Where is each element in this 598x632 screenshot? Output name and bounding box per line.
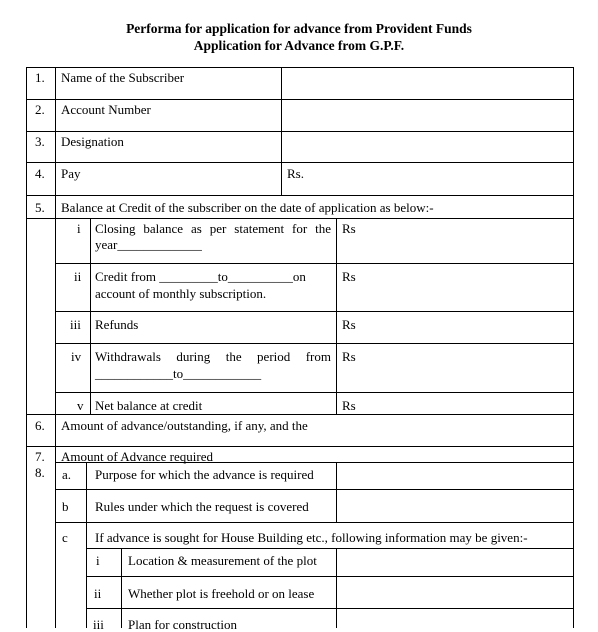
table-border-left xyxy=(26,67,27,628)
row-divider xyxy=(55,522,573,523)
row-6-number: 6. xyxy=(35,418,45,433)
pay-label: Pay xyxy=(61,166,81,181)
sub-sub-number-divider xyxy=(121,548,122,628)
row-5-number: 5. xyxy=(35,200,45,215)
construction-plan-field[interactable] xyxy=(337,609,573,628)
row-1-number: 1. xyxy=(35,70,45,85)
row-5iii-number: iii xyxy=(70,317,81,332)
withdrawals-period: ____________to____________ xyxy=(95,366,262,381)
row-5v-number: v xyxy=(77,398,84,413)
net-balance-rs: Rs xyxy=(342,398,356,413)
plot-tenure-field[interactable] xyxy=(337,577,573,608)
plot-tenure-label: Whether plot is freehold or on lease xyxy=(128,586,315,601)
account-number-label: Account Number xyxy=(61,102,151,117)
rules-label: Rules under which the request is covered xyxy=(95,499,309,514)
withdrawals-label: Withdrawals during the period from xyxy=(95,349,331,364)
closing-balance-year: year_____________ xyxy=(95,237,202,252)
row-8-number: 8. xyxy=(35,465,45,480)
closing-balance-field[interactable] xyxy=(360,219,573,263)
plot-location-field[interactable] xyxy=(337,549,573,576)
house-building-heading: If advance is sought for House Building etc., following information may be given:- xyxy=(95,530,528,545)
withdrawals-rs: Rs xyxy=(342,349,356,364)
row-2-number: 2. xyxy=(35,102,45,117)
balance-heading: Balance at Credit of the subscriber on the date of application as below:- xyxy=(61,200,434,215)
row-7-number: 7. xyxy=(35,449,45,464)
row-8c-number: c xyxy=(62,530,68,545)
row-3-number: 3. xyxy=(35,134,45,149)
designation-field[interactable] xyxy=(282,132,573,162)
sub-number-divider xyxy=(90,218,91,414)
purpose-field[interactable] xyxy=(337,463,573,489)
row-4-number: 4. xyxy=(35,166,45,181)
refunds-label: Refunds xyxy=(95,317,139,332)
outstanding-advance-label: Amount of advance/outstanding, if any, and the xyxy=(61,418,308,433)
advance-required-label: Amount of Advance required xyxy=(61,449,213,464)
row-5ii-number: ii xyxy=(74,269,82,284)
plot-location-label: Location & measurement of the plot xyxy=(128,553,317,568)
sub-number-divider xyxy=(86,462,87,628)
monthly-subscription-label: account of monthly subscription. xyxy=(95,286,267,301)
row-divider xyxy=(26,446,574,447)
row-divider xyxy=(26,414,574,415)
net-balance-label: Net balance at credit xyxy=(95,398,203,413)
closing-balance-label: Closing balance as per statement for the xyxy=(95,221,331,236)
credit-period-label: Credit from _________to__________on xyxy=(95,269,306,284)
row-8a-number: a. xyxy=(62,467,72,482)
net-balance-field[interactable] xyxy=(360,393,573,414)
row-5i-number: i xyxy=(77,221,81,236)
row-divider xyxy=(26,195,574,196)
construction-plan-label: Plan for construction xyxy=(128,617,238,632)
row-5iv-number: iv xyxy=(71,349,82,364)
withdrawals-field[interactable] xyxy=(360,344,573,392)
purpose-label: Purpose for which the advance is required xyxy=(95,467,314,482)
closing-balance-rs: Rs xyxy=(342,221,356,236)
row-8b-number: b xyxy=(62,499,69,514)
row-8ciii-number: iii xyxy=(93,617,104,632)
refunds-field[interactable] xyxy=(360,312,573,343)
pay-rs-label: Rs. xyxy=(287,166,304,181)
row-8cii-number: ii xyxy=(94,586,102,601)
pay-field[interactable] xyxy=(308,163,573,195)
account-number-field[interactable] xyxy=(282,100,573,131)
designation-label: Designation xyxy=(61,134,124,149)
credit-rs: Rs xyxy=(342,269,356,284)
refunds-rs: Rs xyxy=(342,317,356,332)
subscriber-name-field[interactable] xyxy=(282,68,573,99)
table-border-right xyxy=(573,67,574,628)
rules-field[interactable] xyxy=(337,490,573,522)
rs-column-divider xyxy=(336,218,337,414)
form-title: Performa for application for advance from Provident Funds xyxy=(126,21,472,36)
row-8ci-number: i xyxy=(96,553,100,568)
number-column-divider xyxy=(55,67,56,628)
subscriber-name-label: Name of the Subscriber xyxy=(61,70,185,85)
credit-field[interactable] xyxy=(360,264,573,311)
form-subtitle: Application for Advance from G.P.F. xyxy=(193,38,405,53)
